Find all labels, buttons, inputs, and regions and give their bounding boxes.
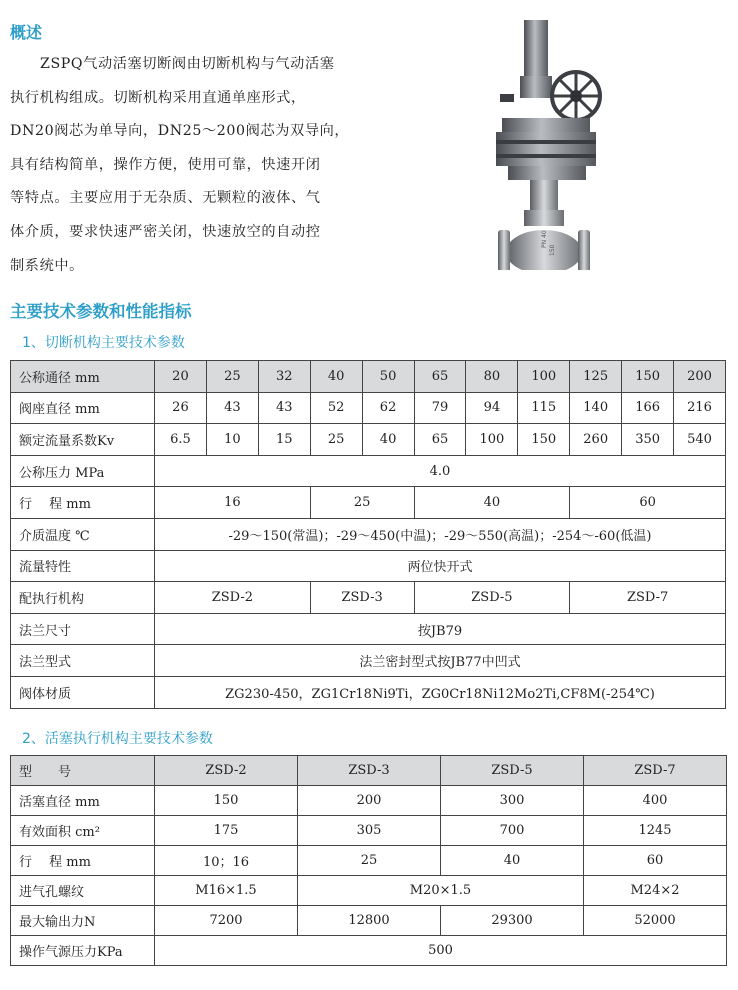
row-label: 行 程 mm — [11, 846, 155, 876]
table-cell: 115 — [518, 392, 570, 424]
overview-line: 等特点。主要应用于无杂质、无颗粒的液体、气 — [10, 190, 321, 207]
table-row — [11, 906, 727, 936]
table-cell: 200 — [298, 786, 441, 816]
table-cell: -29～150(常温)；-29～450(中温)；-29～550(高温)；-254～-60(低温) — [155, 518, 726, 550]
row-label: 操作气源压力KPa — [11, 936, 155, 966]
row-label: 阀体材质 — [11, 676, 155, 708]
overview-line: 具有结构简单，操作方便，使用可靠，快速开闭 — [10, 156, 321, 173]
table-cell: ZSD-7 — [584, 756, 727, 786]
row-label: 额定流量系数Kv — [11, 424, 155, 456]
table-cell: 200 — [674, 361, 726, 393]
table-cell: 150 — [622, 361, 674, 393]
table-cell: 540 — [674, 424, 726, 456]
table-cell: 125 — [570, 361, 622, 393]
row-label: 行 程 mm — [11, 487, 155, 519]
table-row — [11, 816, 727, 846]
table-cell: ZSD-5 — [441, 756, 584, 786]
table-cell: 16 — [155, 487, 311, 519]
table-cell: 305 — [298, 816, 441, 846]
overview-title: 概述 — [10, 23, 43, 42]
table-cell: 25 — [206, 361, 258, 393]
table-cell: 按JB79 — [155, 613, 726, 645]
table-cell: 150 — [518, 424, 570, 456]
table-cell: 80 — [466, 361, 518, 393]
overview-line: 执行机构组成。切断机构采用直通单座形式， — [10, 89, 306, 106]
overview-line: ZSPQ气动活塞切断阀由切断机构与气动活塞 — [40, 56, 335, 72]
table-cell: 65 — [414, 361, 466, 393]
table-row — [11, 582, 726, 614]
table-cell: 60 — [584, 846, 727, 876]
table-cell: 94 — [466, 392, 518, 424]
table-row — [11, 786, 727, 816]
table-cell: ZSD-3 — [298, 756, 441, 786]
table-cell: 62 — [362, 392, 414, 424]
table-cell: 15 — [258, 424, 310, 456]
overview-line: DN20阀芯为单导向，DN25～200阀芯为双导向， — [10, 123, 350, 140]
table-cell: M24×2 — [584, 876, 727, 906]
table-cell: 1245 — [584, 816, 727, 846]
table-row — [11, 392, 726, 424]
overview-line: 制系统中。 — [10, 257, 84, 274]
table-row — [11, 645, 726, 677]
table-cell: 100 — [466, 424, 518, 456]
table-cell: 216 — [674, 392, 726, 424]
section-title: 主要技术参数和性能指标 — [10, 302, 192, 321]
table-cell: 175 — [155, 816, 298, 846]
table-row — [11, 756, 727, 786]
table-cell: 29300 — [441, 906, 584, 936]
table-cell: 10；16 — [155, 846, 298, 876]
table-cell: M20×1.5 — [298, 876, 584, 906]
table-cell: 166 — [622, 392, 674, 424]
table-cell: ZSD-2 — [155, 756, 298, 786]
row-label: 公称通径 mm — [11, 361, 155, 393]
table-cell: ZSD-3 — [310, 582, 414, 614]
table-cell: 40 — [441, 846, 584, 876]
table-cell: 12800 — [298, 906, 441, 936]
table-cell: 25 — [310, 487, 414, 519]
row-label: 型 号 — [11, 756, 155, 786]
row-label: 活塞直径 mm — [11, 786, 155, 816]
table-row — [11, 424, 726, 456]
valve-marking: 150 — [549, 244, 556, 256]
table-cell: 79 — [414, 392, 466, 424]
row-label: 配执行机构 — [11, 582, 155, 614]
table-cell: 65 — [414, 424, 466, 456]
table-row — [11, 518, 726, 550]
table-row — [11, 361, 726, 393]
row-label: 流量特性 — [11, 550, 155, 582]
table-cell: 100 — [518, 361, 570, 393]
overview-line: 体介质，要求快速严密关闭，快速放空的自动控 — [10, 223, 321, 240]
table-cell: 700 — [441, 816, 584, 846]
table-cell: 20 — [155, 361, 207, 393]
table-cell: 350 — [622, 424, 674, 456]
table-cell: 4.0 — [155, 455, 726, 487]
table-cell: 260 — [570, 424, 622, 456]
table-cell: 500 — [155, 936, 727, 966]
row-label: 阀座直径 mm — [11, 392, 155, 424]
table-cell: 43 — [258, 392, 310, 424]
product-image-valve — [494, 20, 614, 270]
table-cell: 10 — [206, 424, 258, 456]
table-row — [11, 487, 726, 519]
table-cell: 25 — [298, 846, 441, 876]
row-label: 介质温度 ℃ — [11, 518, 155, 550]
table-cell: 140 — [570, 392, 622, 424]
table-cell: ZG230-450，ZG1Cr18Ni9Ti，ZG0Cr18Ni12Mo2Ti,CF8M(-254℃) — [155, 676, 726, 708]
table-cell: 60 — [570, 487, 726, 519]
table-cell: 25 — [310, 424, 362, 456]
table-cell: 法兰密封型式按JB77中凹式 — [155, 645, 726, 677]
table-cell: 43 — [206, 392, 258, 424]
table2-title: 2、活塞执行机构主要技术参数 — [22, 731, 213, 747]
table-cell: ZSD-2 — [155, 582, 311, 614]
table1-title: 1、切断机构主要技术参数 — [22, 335, 185, 351]
table-cell: 32 — [258, 361, 310, 393]
piston-actuator-table — [10, 755, 727, 966]
table-cell: 150 — [155, 786, 298, 816]
table-row — [11, 613, 726, 645]
row-label: 法兰型式 — [11, 645, 155, 677]
row-label: 公称压力 MPa — [11, 455, 155, 487]
row-label: 法兰尺寸 — [11, 613, 155, 645]
table-cell: 40 — [362, 424, 414, 456]
row-label: 进气孔螺纹 — [11, 876, 155, 906]
table-row — [11, 876, 727, 906]
table-cell: 两位快开式 — [155, 550, 726, 582]
table-cell: ZSD-7 — [570, 582, 726, 614]
table-cell: M16×1.5 — [155, 876, 298, 906]
table-cell: 26 — [155, 392, 207, 424]
row-label: 有效面积 cm² — [11, 816, 155, 846]
table-row — [11, 846, 727, 876]
table-cell: 300 — [441, 786, 584, 816]
table-cell: 40 — [310, 361, 362, 393]
valve-marking: PN 40 — [541, 230, 548, 248]
table-row — [11, 550, 726, 582]
row-label: 最大输出力N — [11, 906, 155, 936]
table-cell: 7200 — [155, 906, 298, 936]
table-row — [11, 455, 726, 487]
table-row — [11, 936, 727, 966]
table-row — [11, 676, 726, 708]
table-cell: ZSD-5 — [414, 582, 570, 614]
table-cell: 40 — [414, 487, 570, 519]
table-cell: 52000 — [584, 906, 727, 936]
shutoff-mechanism-table — [10, 360, 726, 709]
table-cell: 400 — [584, 786, 727, 816]
table-cell: 6.5 — [155, 424, 207, 456]
table-cell: 50 — [362, 361, 414, 393]
table-cell: 52 — [310, 392, 362, 424]
overview-text — [10, 48, 380, 283]
